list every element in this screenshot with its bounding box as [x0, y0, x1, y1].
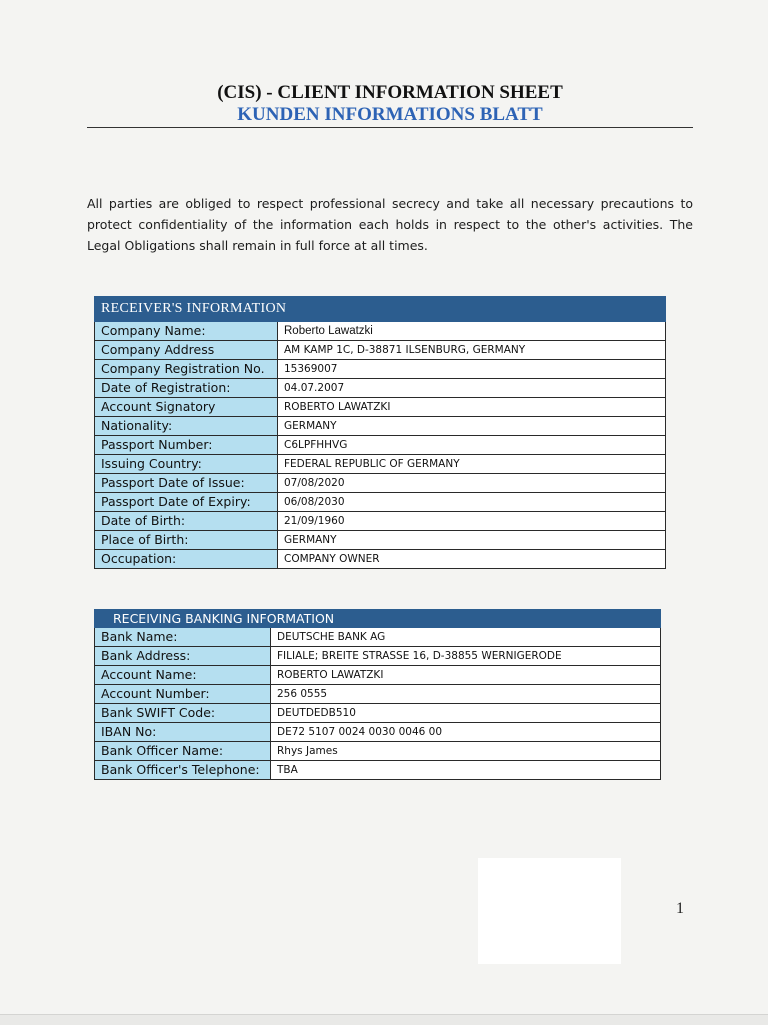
table-row	[95, 512, 666, 531]
field-value: ROBERTO LAWATZKI	[271, 666, 661, 685]
field-value: 256 0555	[271, 685, 661, 704]
table-row	[95, 474, 666, 493]
table-row	[95, 360, 666, 379]
field-label: Date of Birth:	[95, 512, 278, 531]
table-row	[95, 704, 661, 723]
field-label: Nationality:	[95, 417, 278, 436]
field-label: Occupation:	[95, 550, 278, 569]
receiver-information-table	[94, 296, 666, 569]
table-row	[95, 379, 666, 398]
field-value: 21/09/1960	[278, 512, 666, 531]
field-value: GERMANY	[278, 531, 666, 550]
field-value: DE72 5107 0024 0030 0046 00	[271, 723, 661, 742]
field-label: Issuing Country:	[95, 455, 278, 474]
field-label: Bank Address:	[95, 647, 271, 666]
document-subtitle: KUNDEN INFORMATIONS BLATT	[237, 104, 543, 125]
field-label: Passport Date of Issue:	[95, 474, 278, 493]
field-label: Bank SWIFT Code:	[95, 704, 271, 723]
table-row	[95, 493, 666, 512]
field-label: Date of Registration:	[95, 379, 278, 398]
field-value: DEUTDEDB510	[271, 704, 661, 723]
banking-information-table	[94, 609, 661, 780]
field-value: 15369007	[278, 360, 666, 379]
confidentiality-notice: All parties are obliged to respect professional secrecy and take all necessary precautions to protect confidentiality of the information each holds in respect to the other's activities. The Legal Obligations shall remain in full force at all times.	[87, 195, 693, 253]
field-value: 06/08/2030	[278, 493, 666, 512]
field-value: 04.07.2007	[278, 379, 666, 398]
table-row	[95, 398, 666, 417]
field-value: Rhys James	[271, 742, 661, 761]
table-row	[95, 742, 661, 761]
table-row	[95, 647, 661, 666]
field-label: Bank Officer's Telephone:	[95, 761, 271, 780]
field-label: Passport Number:	[95, 436, 278, 455]
table-row	[95, 322, 666, 341]
table-row	[95, 436, 666, 455]
page-number: 1	[676, 900, 684, 917]
table-row	[95, 531, 666, 550]
table-row	[95, 685, 661, 704]
field-label: Account Number:	[95, 685, 271, 704]
title-divider	[87, 127, 693, 128]
table-row	[95, 455, 666, 474]
field-label: IBAN No:	[95, 723, 271, 742]
table-row	[95, 666, 661, 685]
field-label: Bank Officer Name:	[95, 742, 271, 761]
banking-table-heading: RECEIVING BANKING INFORMATION	[95, 610, 661, 628]
field-label: Company Address	[95, 341, 278, 360]
table-row	[95, 550, 666, 569]
document-title: (CIS) - CLIENT INFORMATION SHEET	[217, 82, 563, 103]
field-value: COMPANY OWNER	[278, 550, 666, 569]
field-label: Place of Birth:	[95, 531, 278, 550]
field-label: Passport Date of Expiry:	[95, 493, 278, 512]
table-row	[95, 761, 661, 780]
field-value: ROBERTO LAWATZKI	[278, 398, 666, 417]
field-label: Company Name:	[95, 322, 278, 341]
table-row	[95, 723, 661, 742]
field-label: Account Signatory	[95, 398, 278, 417]
field-label: Bank Name:	[95, 628, 271, 647]
receiver-table-heading: RECEIVER'S INFORMATION	[95, 297, 666, 322]
field-value: Roberto Lawatzki	[278, 322, 666, 341]
page-bottom-edge	[0, 1014, 768, 1025]
field-value: AM KAMP 1C, D-38871 ILSENBURG, GERMANY	[278, 341, 666, 360]
field-value: DEUTSCHE BANK AG	[271, 628, 661, 647]
field-label: Company Registration No.	[95, 360, 278, 379]
field-value: 07/08/2020	[278, 474, 666, 493]
field-value: FEDERAL REPUBLIC OF GERMANY	[278, 455, 666, 474]
table-row	[95, 417, 666, 436]
blank-patch	[478, 858, 621, 964]
field-value: FILIALE; BREITE STRASSE 16, D-38855 WERNIGERODE	[271, 647, 661, 666]
field-label: Account Name:	[95, 666, 271, 685]
table-row	[95, 341, 666, 360]
field-value: TBA	[271, 761, 661, 780]
field-value: C6LPFHHVG	[278, 436, 666, 455]
table-row	[95, 628, 661, 647]
field-value: GERMANY	[278, 417, 666, 436]
